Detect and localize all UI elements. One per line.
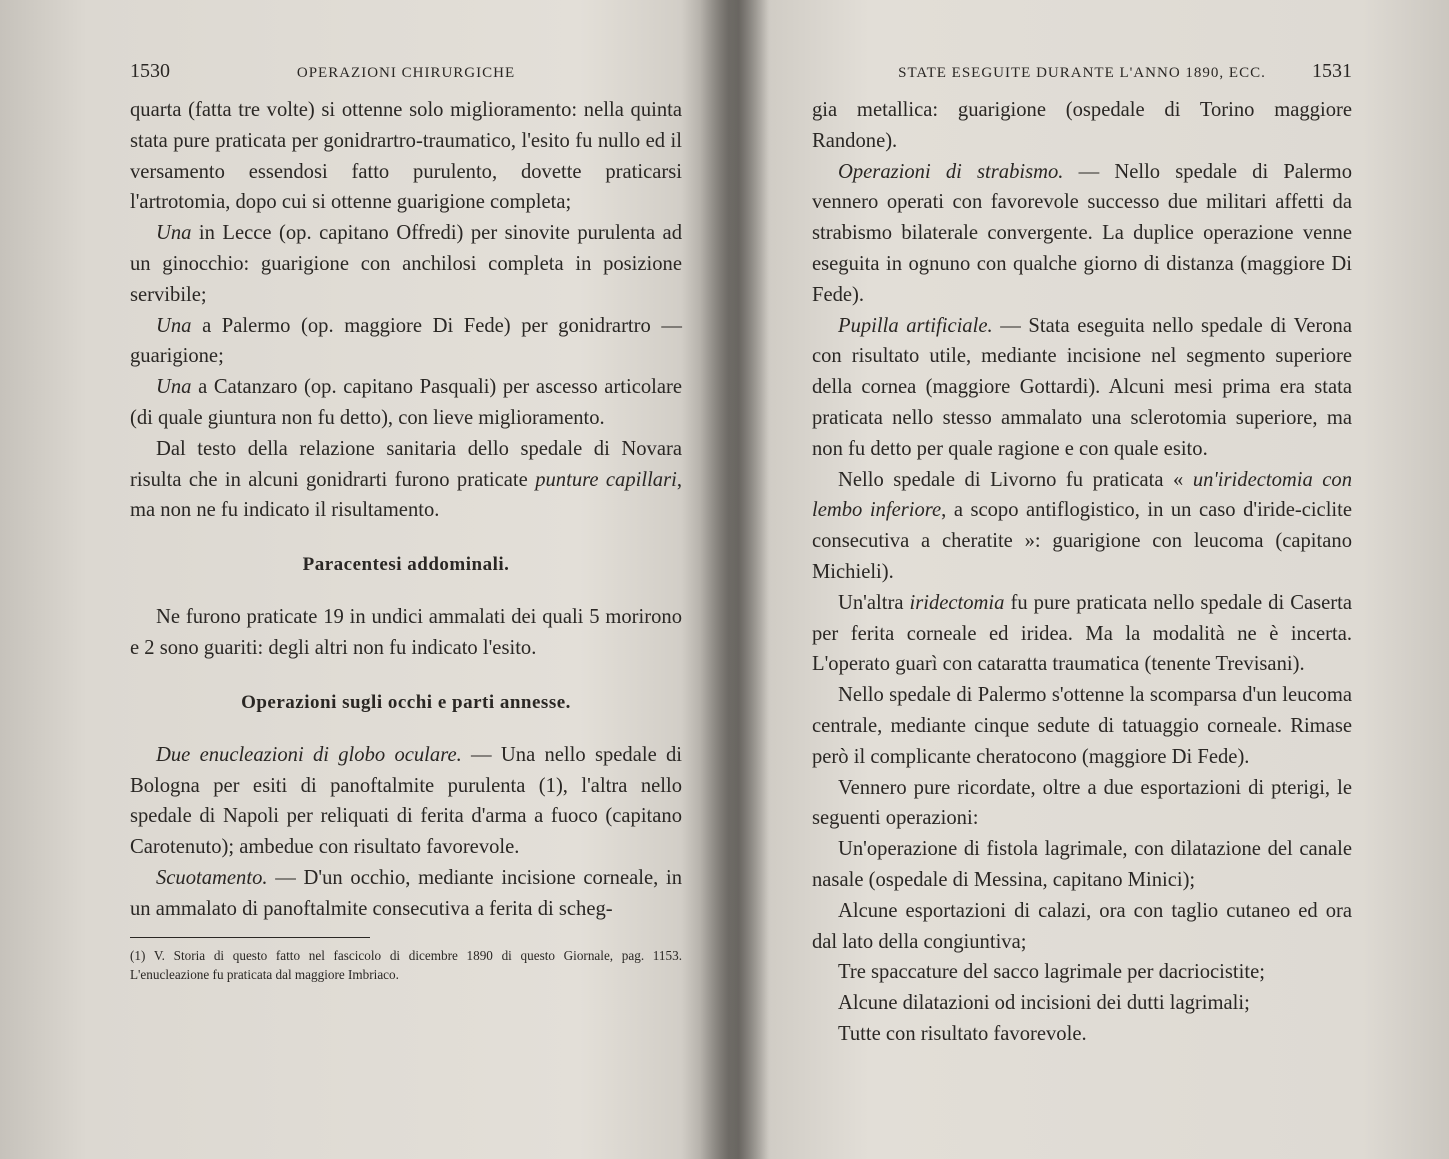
paragraph-text: Nello spedale di Livorno fu praticata « [838, 468, 1193, 491]
paragraph: Tre spaccature del sacco lagrimale per dacriocistite; [838, 961, 1265, 984]
paragraph: Nello spedale di Palermo s'ottenne la scomparsa d'un leucoma centrale, mediante cinque sedute di tatuaggio corneale. Rimase però il complicante cheratocono (maggiore Di Fede). [812, 684, 1352, 768]
italic-lead: Una [156, 222, 192, 245]
paragraph: quarta (fatta tre volte) si ottenne solo miglioramento: nella quinta stata pure praticata per gonidrartro-traumatico, l'esito fu nullo ed il versamento essendosi fatto purulento, dovette praticarsi l'artrotomia, dopo cui si ottenne guarigione completa; [130, 99, 682, 214]
paragraph-text: — Nello spedale di Palermo vennero operati con favorevole successo due militari affetti da strabismo bilaterale convergente. La duplice operazione venne eseguita in ognuno con qualche giorno di distanza (maggiore Di Fede). [812, 160, 1352, 306]
footnote: (1) V. Storia di questo fatto nel fascicolo di dicembre 1890 di questo Giornale, pag. 1153. L'enucleazione fu praticata dal maggiore Imbriaco. [130, 947, 682, 982]
paragraph [130, 863, 682, 925]
paragraph-text: , a scopo antiflogistico, in un caso d'iride-ciclite consecutiva a cheratite »: guarigione con leucoma (capitano Michieli). [812, 499, 1353, 583]
section-heading: Operazioni sugli occhi e parti annesse. [241, 691, 571, 713]
paragraph [130, 434, 682, 526]
paragraph [130, 740, 682, 863]
paragraph: Tutte con risultato favorevole. [838, 1022, 1087, 1045]
right-page-number: 1531 [1311, 60, 1352, 82]
paragraph-text: Un'altra [838, 591, 910, 614]
paragraph-text: fu pure praticata nello spedale di Caserta per ferita corneale ed iridea. Ma la modalità ne è incerta. L'operato guarì con cataratta traumatica (tenente Trevisani). [812, 591, 1352, 676]
paragraph [812, 465, 1352, 588]
paragraph-text: Dal testo della relazione sanitaria dello spedale di Novara risulta che in alcuni gonidrarti furono praticate [130, 437, 682, 491]
italic-lead: Una [156, 314, 192, 337]
paragraph: Vennero pure ricordate, oltre a due esportazioni di pterigi, le seguenti operazioni: [812, 776, 1352, 830]
paragraph: Alcune dilatazioni od incisioni dei dutti lagrimali; [838, 992, 1250, 1015]
paragraph: Un'operazione di fistola lagrimale, con dilatazione del canale nasale (ospedale di Messina, capitano Minici); [812, 838, 1352, 891]
paragraph [130, 218, 682, 310]
italic-lead: Pupilla artificiale. [838, 314, 993, 337]
book-gutter [700, 0, 770, 1159]
section-heading: Paracentesi addominali. [302, 554, 510, 576]
left-page [130, 60, 682, 984]
paragraph-text: , ma non ne fu indicato il risultamento. [130, 468, 682, 522]
paragraph [812, 311, 1352, 465]
right-page [812, 60, 1352, 1050]
right-running-head: STATE ESEGUITE DURANTE L'ANNO 1890, ECC. [898, 65, 1266, 81]
italic-term: un'iridectomia con lembo inferiore [812, 468, 1353, 522]
italic-lead: Una [156, 376, 192, 399]
italic-term: iridectomia [909, 591, 1005, 614]
right-page-header [812, 60, 1352, 83]
paragraph [812, 157, 1352, 311]
paragraph [812, 588, 1352, 680]
paragraph-text: — Stata eseguita nello spedale di Verona con risultato utile, mediante incisione nel segmento superiore della cornea (maggiore Gottardi). Alcuni mesi prima era stata praticata nello stesso ammalato una sclerotomia superiore, ma non fu detto per quale ragione e con quale esito. [812, 314, 1352, 460]
paragraph: Alcune esportazioni di calazi, ora con taglio cutaneo ed ora dal lato della congiuntiva; [812, 899, 1352, 953]
italic-term: punture capillari [535, 468, 677, 491]
paragraph [130, 311, 682, 373]
left-page-header [130, 60, 682, 83]
paragraph: Ne furono praticate 19 in undici ammalati dei quali 5 morirono e 2 sono guariti: degli altri non fu indicato l'esito. [130, 606, 682, 659]
paragraph-text: a Palermo (op. maggiore Di Fede) per gonidrartro — guarigione; [130, 314, 682, 368]
paragraph-text: — Una nello spedale di Bologna per esiti di panoftalmite purulenta (1), l'altra nello spedale di Napoli per reliquati di ferita d'arma a fuoco (capitano Carotenuto); ambedue con risultato favorevole. [130, 743, 683, 859]
paragraph-text: a Catanzaro (op. capitano Pasquali) per ascesso articolare (di quale giuntura non fu detto), con lieve miglioramento. [130, 376, 682, 429]
italic-lead: Due enucleazioni di globo oculare. [156, 743, 462, 766]
footnote-rule [130, 937, 370, 938]
italic-lead: Scuotamento. [156, 866, 268, 889]
paragraph [130, 372, 682, 434]
paragraph-text: in Lecce (op. capitano Offredi) per sinovite purulenta ad un ginocchio: guarigione con anchilosi completa in posizione servibile; [130, 222, 682, 306]
paragraph-text: — D'un occhio, mediante incisione corneale, in un ammalato di panoftalmite consecutiva a ferita di scheg- [130, 866, 682, 920]
paragraph: gia metallica: guarigione (ospedale di Torino maggiore Randone). [812, 99, 1352, 152]
left-page-number: 1530 [130, 60, 170, 82]
italic-lead: Operazioni di strabismo. [838, 160, 1064, 183]
left-running-head: OPERAZIONI CHIRURGICHE [296, 65, 516, 81]
